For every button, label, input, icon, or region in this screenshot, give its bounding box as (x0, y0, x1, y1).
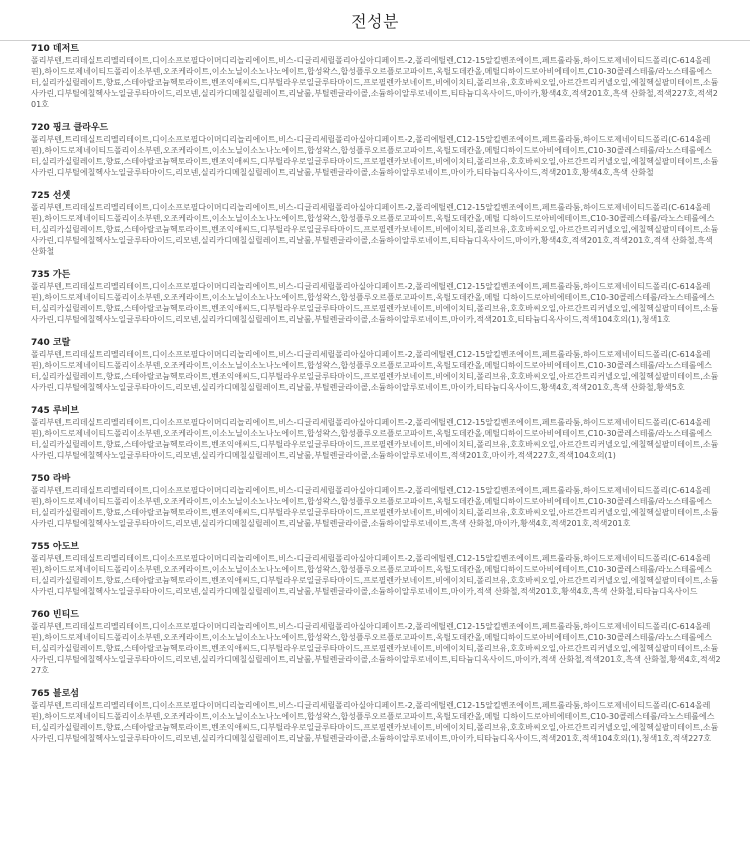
shade-section-740 (31, 338, 721, 393)
shade-section-725 (31, 191, 721, 257)
shade-section-710 (31, 44, 721, 110)
page-title: 전성분 (351, 11, 399, 31)
shade-section-760 (31, 610, 721, 676)
ingredient-text: 폴리부텐,트리데실트리멜리테이트,디이소프로필다이머디리놀리에이트,비스-디글리세릴폴리아실아디페이트-2,폴리에틸렌,C12-15알킬벤조에이트,페트롤라툼,하이드로제네이티드폴리(C-614올레핀),하이드로제네이티드폴리이소부텐,오조케라이트,이소노닐이소노나노에이트,합성왁스,합성플루오르플로고파이트,옥틸도데칸올,메틸 디하이드로아비에테이트,C10-30콜레스테롤/라노스테롤에스터,실리카실릴레이트,향료,스테아랄코늄헥토라이트,벤조익애씨드,디부틸라우로일글루타마이드,프로필렌카보네이트,비에이치티,폴리브유,호호바씨오일,아르간트리커넬오일,에칠헥실팔미테이트,소듐사카린,디부틸에칠헥사노일글루타마이드,리모넨,실리카디메칠실릴레이트,리날룰,부틸렌글라이콜,소듐하이알루로네이트,티타늄디옥사이드,마이카,황색4호,적색201호,적색201호,적색 산화철,흑색 산화철 (31, 203, 719, 256)
shade-title: 745 루비브 (31, 406, 80, 416)
shade-section-765 (31, 689, 721, 744)
shade-title: 760 빈티드 (31, 610, 80, 620)
shade-section-745 (31, 406, 721, 461)
shade-title: 710 데저트 (31, 44, 80, 54)
shade-title: 720 핑크 클라우드 (31, 123, 109, 133)
shade-title: 735 가든 (31, 270, 71, 280)
ingredient-text: 폴리부텐,트리데실트리멜리테이트,디이소프로필다이머디리놀리에이트,비스-디글리세릴폴리아실아디페이트-2,폴리에틸렌,C12-15알킬벤조에이트,페트롤라툼,하이드로제네이티드폴리(C-614올레핀),하이드로제네이티드폴리이소부텐,오조케라이트,이소노닐이소노나노에이트,합성왁스,합성플루오르플로고파이트,옥틸도데칸올,메틸 디하이드로아비에테이트,C10-30콜레스테롤/라노스테롤에스터,실리카실릴레이트,향료,스테아랄코늄헥토라이트,벤조익애씨드,디부틸라우로일글루타마이드,프로필렌카보네이트,비에이치티,폴리브유,호호바씨오일,아르간트리커넬오일,에칠헥실팔미테이트,소듐사카린,디부틸에칠헥사노일글루타마이드,리모넨,실리카디메칠실릴레이트,리날룰,부틸렌글라이콜,소듐하이알루로네이트,마이카,티타늄디옥사이드,적색201호,적색104호의(1),청색1호,적색227호 (31, 701, 719, 743)
shade-section-755 (31, 542, 721, 597)
ingredient-text: 폴리부텐,트리데실트리멜리테이트,디이소프로필다이머디리놀리에이트,비스-디글리세릴폴리아실아디페이트-2,폴리에틸렌,C12-15알킬벤조에이트,페트롤라툼,하이드로제네이티드폴리(C-614올레핀),하이드로제네이티드폴리이소부텐,오조케라이트,이소노닐이소노나노에이트,합성왁스,합성플루오르플로고파이트,옥틸도데칸올,메틸디하이드로아비에테이트,C10-30콜레스테롤/라노스테롤에스터,실리카실릴레이트,향료,스테아랄코늄헥토라이트,벤조익애씨드,디부틸라우로일글루타마이드,프로필렌카보네이트,비에이치티,폴리브유,호호바씨오일,아르간트리커넬오일,에칠헥실팔미테이트,소듐사카린,디부틸에칠헥사노일글루타마이드,리모넨,실리카디메칠실릴레이트,리날룰,부틸렌글라이콜,소듐하이알루로네이트,티타늄디옥사이드,마이카,적색 산화철,적색201호,흑색 산화철,황색4호,적색227호 (31, 622, 721, 675)
shade-title: 765 블로섬 (31, 689, 80, 699)
shade-title: 740 코랄 (31, 338, 71, 348)
shade-section-735 (31, 270, 721, 325)
ingredient-text: 폴리부텐,트리데실트리멜리테이트,디이소프로필다이머디리놀리에이트,비스-디글리세릴폴리아실아디페이트-2,폴리에틸렌,C12-15알킬벤조에이트,페트롤라툼,하이드로제네이티드폴리(C-614올레핀),하이드로제네이티드폴리이소부텐,오조케라이트,이소노닐이소노나노에이트,합성왁스,합성플루오르플로고파이트,옥틸도데칸올,메틸디하이드로아비에테이트,C10-30콜레스테롤/라노스테롤에스터,실리카실릴레이트,향료,스테아랄코늄헥토라이트,벤조익애씨드,디부틸라우로일글루타마이드,프로필렌카보네이트,비에이치티,폴리브유,호호바씨오일,아르간트리커넬오일,에칠헥실팔미테이트,소듐사카린,디부틸에칠헥사노일글루타마이드,리모넨,실리카디메칠실릴레이트,리날룰,부틸렌글라이콜,소듐하이알루로네이트,적색201호,마이카,적색227호,적색104호의(1) (31, 418, 719, 460)
ingredients-list (0, 41, 750, 744)
ingredient-text: 폴리부텐,트리데실트리멜리테이트,디이소프로필다이머디리놀리에이트,비스-디글리세릴폴리아실아디페이트-2,폴리에틸렌,C12-15알킬벤조에이트,페트롤라툼,하이드로제네이티드폴리(C-614올레핀),하이드로제네이티드폴리이소부텐,오조케라이트,이소노닐이소노나노에이트,합성왁스,합성플루오르플로고파이트,옥틸도데칸올,메틸디하이드로아비에테이트,C10-30콜레스테롤/라노스테롤에스터,실리카실릴레이트,향료,스테아랄코늄헥토라이트,벤조익애씨드,디부틸라우로일글루타마이드,프로필렌카보네이트,비에이치티,폴리브유,호호바씨오일,아르간트리커넬오일,에칠헥실팔미테이트,소듐사카린,디부틸에칠헥사노일글루타마이드,리모넨,실리카디메칠실릴레이트,리날룰,부틸렌글라이콜,소듐하이알루로네이트,티타늄디옥사이드,마이카,황색4호,적색201호,흑색 산화철,적색227호,적색201호 (31, 56, 719, 109)
shade-section-750 (31, 474, 721, 529)
ingredient-text: 폴리부텐,트리데실트리멜리테이트,디이소프로필다이머디리놀리에이트,비스-디글리세릴폴리아실아디페이트-2,폴리에틸렌,C12-15알킬벤조에이트,페트롤라툼,하이드로제네이티드폴리(C-614올레핀),하이드로제네이티드폴리이소부텐,오조케라이트,이소노닐이소노나노에이트,합성왁스,합성플루오르플로고파이트,옥틸도데칸올,메틸디하이드로아비에테이트,C10-30콜레스테롤/라노스테롤에스터,실리카실릴레이트,향료,스테아랄코늄헥토라이트,벤조익애씨드,디부틸라우로일글루타마이드,프로필렌카보네이트,비에이치티,폴리브유,호호바씨오일,아르간트리커넬오일,에칠헥실팔미테이트,소듐사카린,디부틸에칠헥사노일글루타마이드,리모넨,실리카디메칠실릴레이트,리날룰,부틸렌글라이콜,소듐하이알루로네이트,마이카,적색 산화철,적색201호,황색4호,흑색 산화철,티타늄디옥사이드 (31, 554, 719, 596)
shade-title: 725 선셋 (31, 191, 71, 201)
shade-section-720 (31, 123, 721, 178)
ingredient-text: 폴리부텐,트리데실트리멜리테이트,디이소프로필다이머디리놀리에이트,비스-디글리세릴폴리아실아디페이트-2,폴리에틸렌,C12-15알킬벤조에이트,페트롤라툼,하이드로제네이티드폴리(C-614올레핀),하이드로제네이티드폴리이소부텐,오조케라이트,이소노닐이소노나노에이트,합성왁스,합성플루오르플로고파이트,옥틸도데칸올,메틸디하이드로아비에테이트,C10-30콜레스테롤/라노스테롤에스터,실리카실릴레이트,향료,스테아랄코늄헥토라이트,벤조익애씨드,디부틸라우로일글루타마이드,프로필렌카보네이트,비에이치티,폴리브유,호호바씨오일,아르간트리커넬오일,에칠헥실팔미테이트,소듐사카린,디부틸에칠헥사노일글루타마이드,리모넨,실리카디메칠실릴레이트,리날룰,부틸렌글라이콜,소듐하이알루로네이트,흑색 산화철,마이카,황색4호,적색201호,적색201호 (31, 486, 719, 528)
page-header (0, 0, 750, 41)
ingredient-text: 폴리부텐,트리데실트리멜리테이트,디이소프로필다이머디리놀리에이트,비스-디글리세릴폴리아실아디페이트-2,폴리에틸렌,C12-15알킬벤조에이트,페트롤라툼,하이드로제네이티드폴리(C-614올레핀),하이드로제네이티드폴리이소부텐,오조케라이트,이소노닐이소노나노에이트,합성왁스,합성플루오르플로고파이트,옥틸도데칸올,메틸 디하이드로아비에테이트,C10-30콜레스테롤/라노스테롤에스터,실리카실릴레이트,향료,스테아랄코늄헥토라이트,벤조익애씨드,디부틸라우로일글루타마이드,프로필렌카보네이트,비에이치티,폴리브유,호호바씨오일,아르간트리커넬오일,에칠헥실팔미테이트,소듐사카린,디부틸에칠헥사노일글루타마이드,리모넨,실리카디메칠실릴레이트,리날룰,부틸렌글라이콜,소듐하이알루로네이트,마이카,적색201호,티타늄디옥사이드,적색104호의(1),청색1호 (31, 282, 719, 324)
ingredient-text: 폴리부텐,트리데실트리멜리테이트,디이소프로필다이머디리놀리에이트,비스-디글리세릴폴리아실아디페이트-2,폴리에틸렌,C12-15알킬벤조에이트,페트롤라툼,하이드로제네이티드폴리(C-614올레핀),하이드로제네이티드폴리이소부텐,오조케라이트,이소노닐이소노나노에이트,합성왁스,합성플루오르플로고파이트,옥틸도데칸올,메틸디하이드로아비에테이트,C10-30콜레스테롤/라노스테롤에스터,실리카실릴레이트,향료,스테아랄코늄헥토라이트,벤조익애씨드,디부틸라우로일글루타마이드,프로필렌카보네이트,비에이치티,폴리브유,호호바씨오일,아르간트리커넬오일,에칠헥실팔미테이트,소듐사카린,디부틸에칠헥사노일글루타마이드,리모넨,실리카디메칠실릴레이트,리날룰,부틸렌글라이콜,소듐하이알루로네이트,마이카,티타늄디옥사이드,황색4호,적색201호,흑색 산화철,황색5호 (31, 350, 719, 392)
shade-title: 750 라바 (31, 474, 71, 484)
shade-title: 755 아도브 (31, 542, 80, 552)
ingredient-text: 폴리부텐,트리데실트리멜리테이트,디이소프로필다이머디리놀리에이트,비스-디글리세릴폴리아실아디페이트-2,폴리에틸렌,C12-15알킬벤조에이트,페트롤라툼,하이드로제네이티드폴리(C-614올레핀),하이드로제네이티드폴리이소부텐,오조케라이트,이소노닐이소노나노에이트,합성왁스,합성플루오르플로고파이트,옥틸도데칸올,메틸디하이드로아비에테이트,C10-30콜레스테롤/라노스테롤에스터,실리카실릴레이트,향료,스테아랄코늄헥토라이트,벤조익애씨드,디부틸라우로일글루타마이드,프로필렌카보네이트,비에이치티,폴리브유,호호바씨오일,아르간트리커넬오일,에칠헥실팔미테이트,소듐사카린,디부틸에칠헥사노일글루타마이드,리모넨,실리카디메칠실릴레이트,리날룰,부틸렌글라이콜,소듐하이알루로네이트,마이카,티타늄디옥사이드,적색201호,황색4호,흑색 산화철 (31, 135, 719, 177)
